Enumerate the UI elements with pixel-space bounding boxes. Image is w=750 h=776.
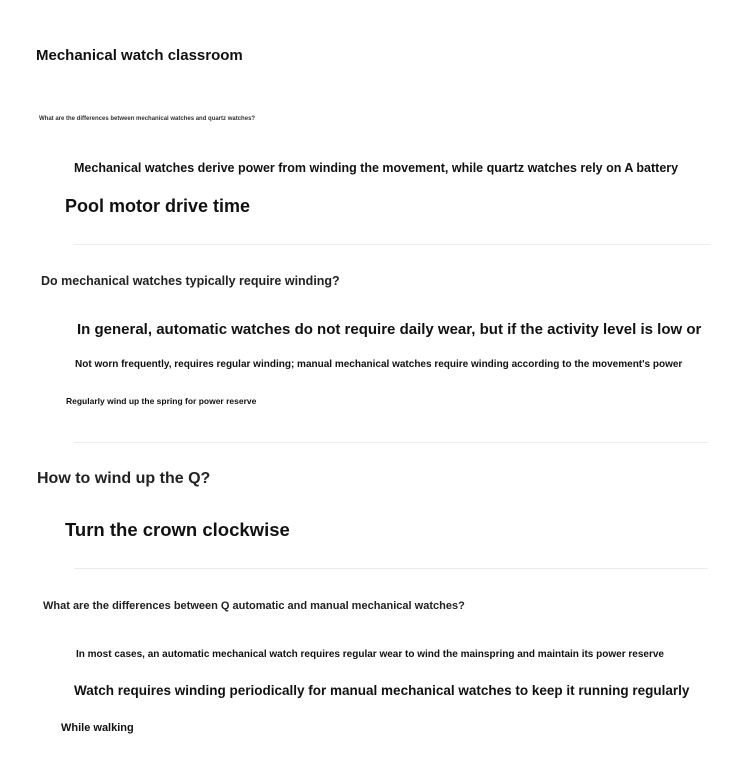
faq-question-3: How to wind up the Q? — [37, 470, 211, 487]
faq-answer-4-line-1: In most cases, an automatic mechanical watch requires regular wear to wind the mainspring and maintain its power reserve — [76, 649, 664, 660]
page-title: Mechanical watch classroom — [36, 47, 243, 64]
faq-answer-1-line-2: Pool motor drive time — [65, 196, 251, 216]
faq-question-2: Do mechanical watches typically require winding? — [41, 274, 340, 288]
faq-answer-2-line-2: Not worn frequently, requires regular winding; manual mechanical watches require winding according to the movement's power — [75, 359, 683, 370]
faq-answer-4-line-2: Watch requires winding periodically for manual mechanical watches to keep it running regularly — [74, 683, 690, 698]
section-divider — [74, 442, 708, 443]
faq-question-4: What are the differences between Q automatic and manual mechanical watches? — [43, 600, 465, 612]
section-divider — [74, 244, 710, 245]
faq-answer-1-line-1: Mechanical watches derive power from winding the movement, while quartz watches rely on A battery — [74, 161, 679, 175]
faq-answer-2-line-3: Regularly wind up the spring for power reserve — [66, 396, 257, 406]
faq-question-1: What are the differences between mechanical watches and quartz watches? — [39, 116, 256, 122]
faq-answer-4-line-3: While walking — [61, 722, 134, 734]
faq-answer-2-line-1: In general, automatic watches do not require daily wear, but if the activity level is low or — [77, 321, 702, 338]
faq-answer-3-line-1: Turn the crown clockwise — [65, 519, 290, 540]
section-divider — [74, 568, 708, 569]
